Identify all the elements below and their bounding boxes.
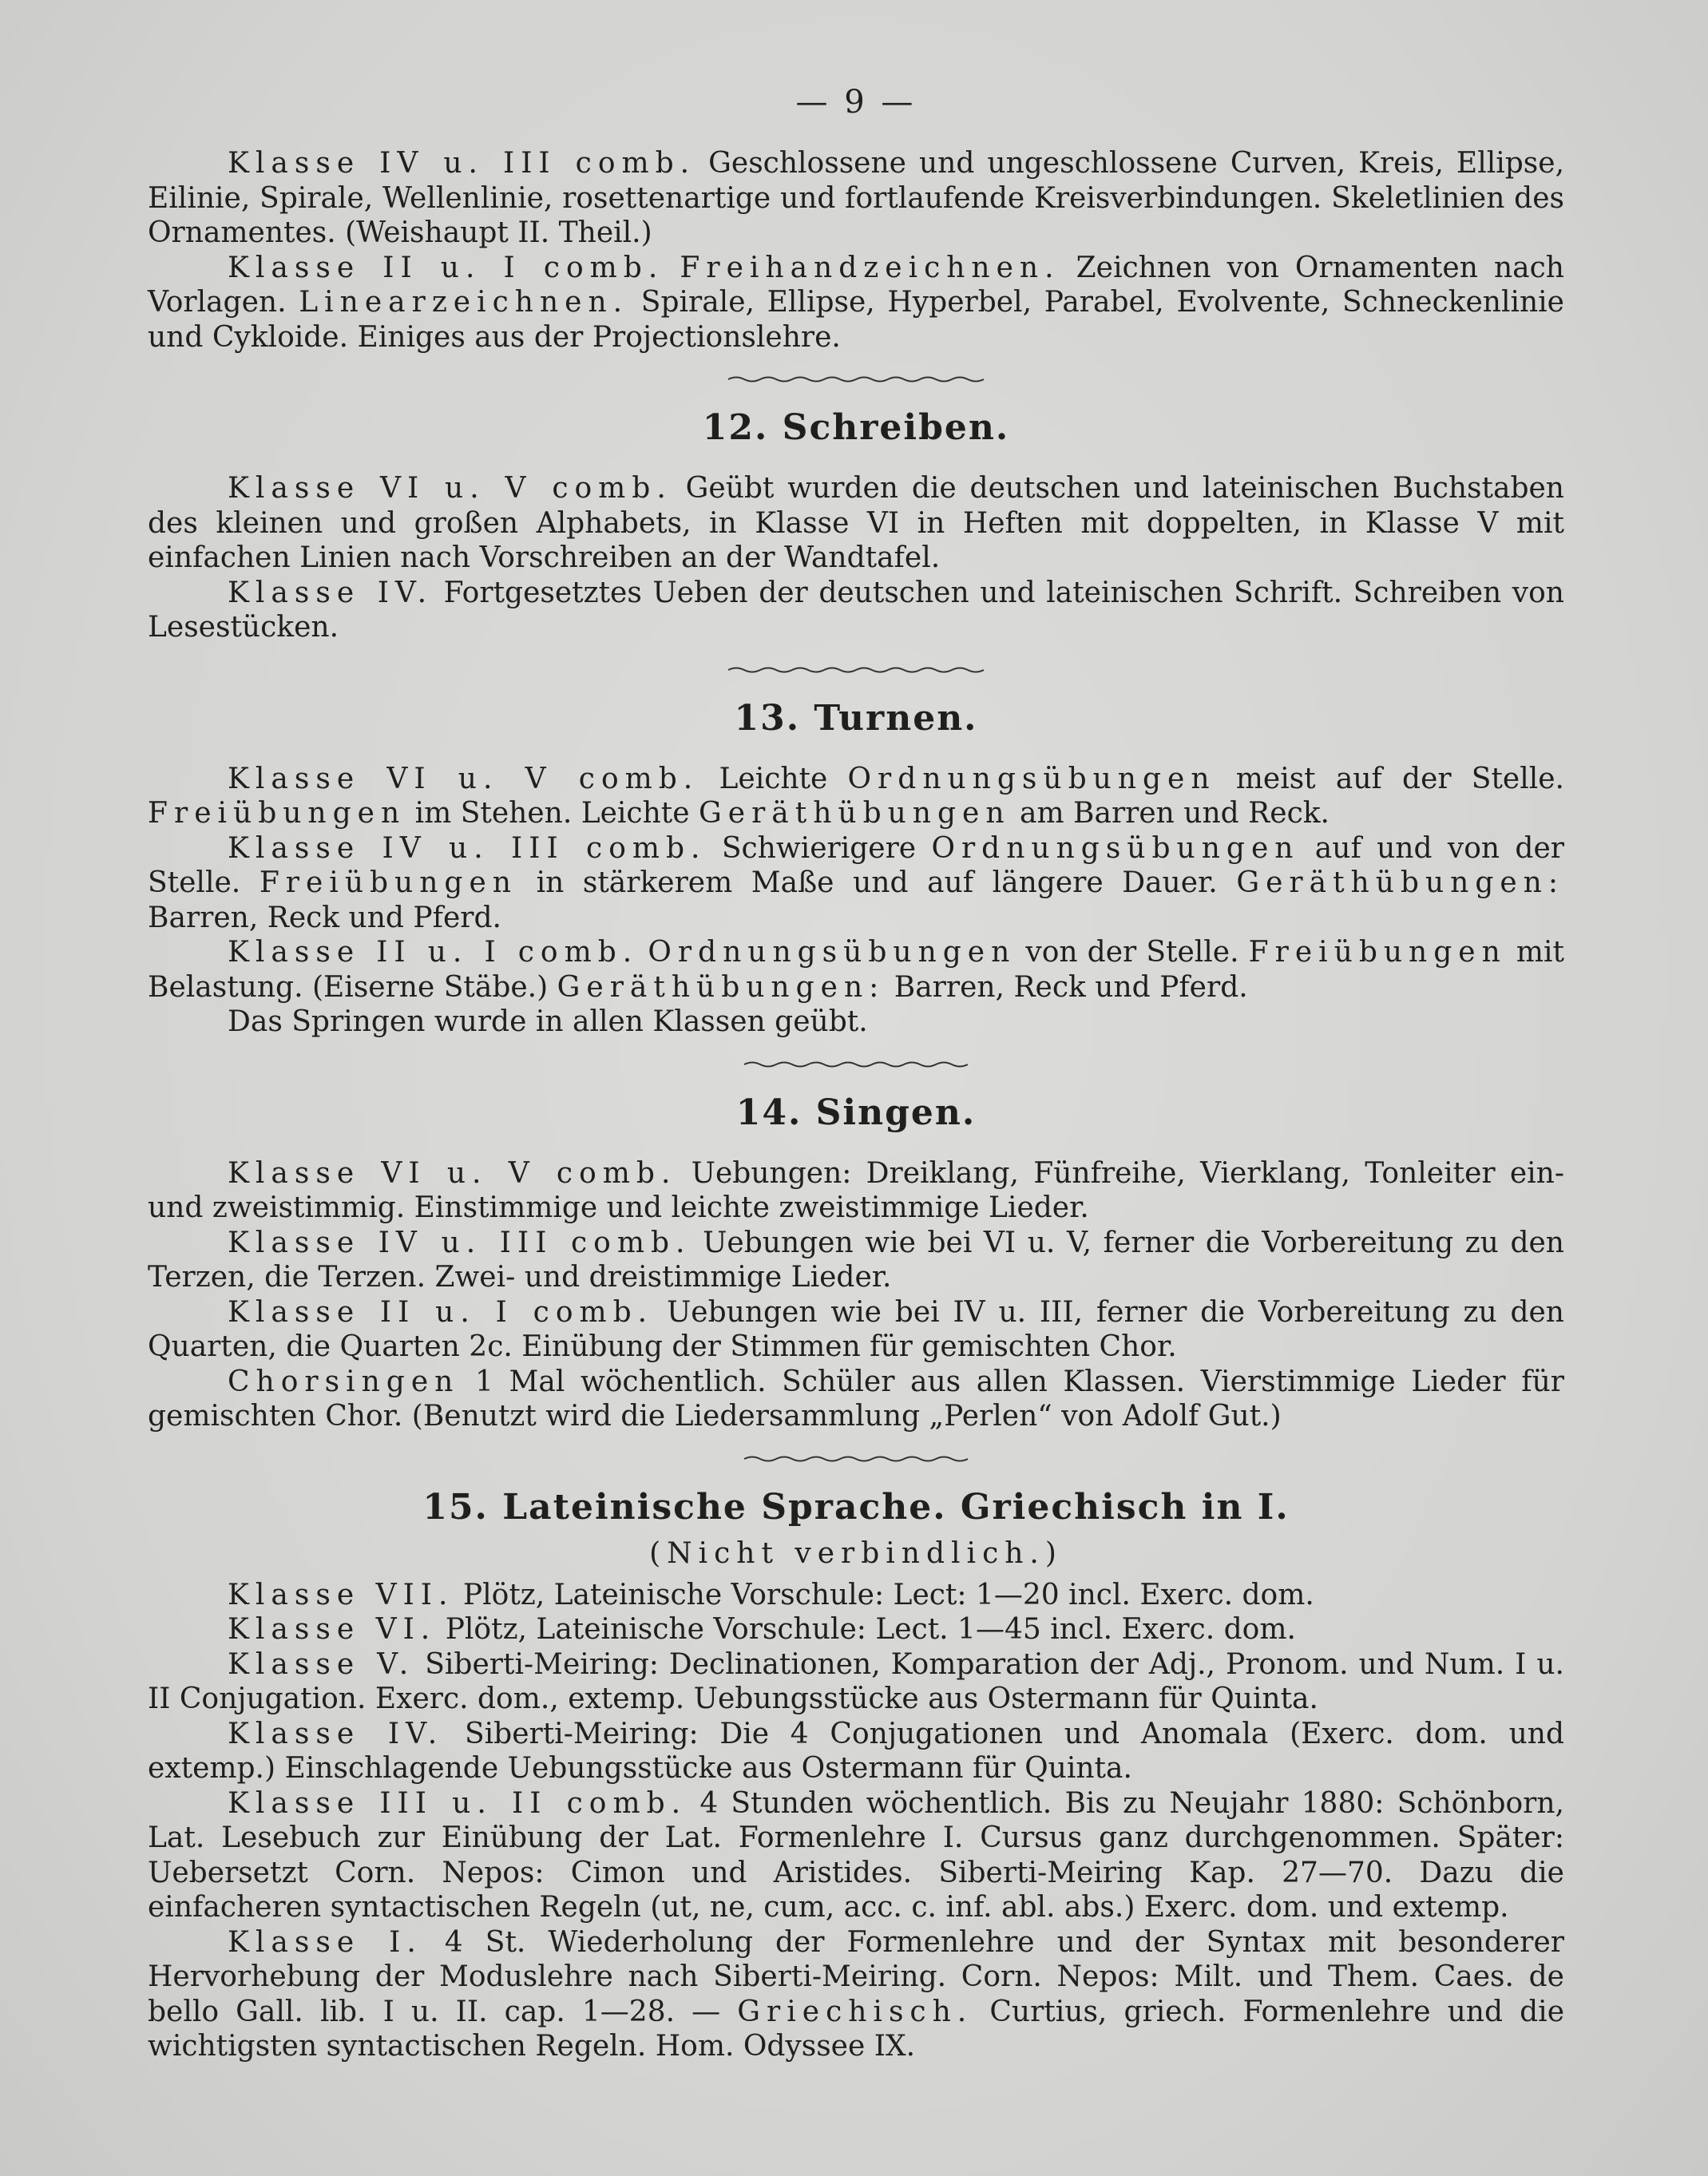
singen-paragraph-3 [148, 1295, 1564, 1365]
class-label: Klasse IV. [228, 1717, 444, 1750]
paragraph-text: Uebungen wie bei VI u. V, ferner die Vorbereitung zu den Terzen, die Terzen. Zwei- und dreistimmige Lieder. [148, 1226, 1564, 1294]
paragraph-text: Uebungen wie bei IV u. III, ferner die Vorbereitung zu den Quarten, die Quarten 2c. Einübung der Stimmen für gemischten Chor. [148, 1295, 1564, 1363]
paragraph-text: meist auf der Stelle. [1235, 762, 1565, 795]
paragraph-text: mit Belastung. (Eiserne Stäbe.) [148, 936, 1564, 1004]
paragraph-text: Fortgesetztes Ueben der deutschen und lateinischen Schrift. Schreiben von Lesestücken. [148, 576, 1564, 644]
page-number: — 9 — [795, 84, 917, 121]
singen-paragraph-4 [148, 1365, 1564, 1434]
section-title-turnen: 13. Turnen. [734, 697, 978, 739]
latein-paragraph-2 [148, 1612, 1564, 1647]
class-label: Klasse IV u. III comb. [228, 147, 696, 180]
paragraph-text: Schwierigere [721, 831, 917, 865]
paragraph-text: Plötz, Lateinische Vorschule: Lect. 1—45 incl. Exerc. dom. [445, 1613, 1296, 1646]
paragraph-text: Barren, Reck und Pferd. [148, 901, 501, 934]
paragraph-text: Geübt wurden die deutschen und lateinischen Buchstaben des kleinen und großen Alphabets, in Klasse VI in Heften mit doppelten, in Klasse V mit einfachen Linien nach Vorschreiben an der Wandtafel. [148, 472, 1564, 574]
schreiben-paragraph-1 [148, 471, 1564, 576]
section-title-schreiben: 12. Schreiben. [702, 407, 1010, 448]
class-label: Klasse VI u. V comb. [228, 472, 672, 505]
class-label: Klasse I. [228, 1925, 422, 1959]
latein-paragraph-4 [148, 1717, 1564, 1786]
paragraph-text: Siberti-Meiring: Die 4 Conjugationen und Anomala (Exerc. dom. und extemp.) Einschlagende Uebungsstücke aus Ostermann für Quinta. [148, 1717, 1564, 1785]
section-title-singen: 14. Singen. [735, 1092, 977, 1133]
paragraph-text: 4 St. Wiederholung der Formenlehre und der Syntax mit besonderer Hervorhebung der Moduslehre nach Siberti-Meiring. Corn. Nepos: Milt. und Them. Caes. de bello Gall. lib. I u. II. cap. 1—28. — [148, 1925, 1564, 2028]
emphasis-text: Ordnungsübungen [847, 762, 1216, 795]
paragraph-text: auf und von der Stelle. [148, 831, 1564, 899]
paragraph-text: Geschlossene und ungeschlossene Curven, Kreis, Ellipse, Eilinie, Spirale, Wellenlinie, rosettenartige und fortlaufende Kreisverbindungen. Skeletlinien des Ornamentes. (Weishaupt II. Theil.) [148, 147, 1565, 249]
class-label: Klasse IV. [228, 576, 434, 609]
paragraph-text: Leichte [719, 762, 828, 795]
emphasis-text: Linearzeichnen. [299, 286, 629, 319]
class-label: Klasse II u. I comb. [228, 936, 639, 969]
latein-paragraph-1 [148, 1578, 1564, 1613]
turnen-paragraph-4 [148, 1005, 1564, 1040]
singen-paragraph-1 [148, 1156, 1564, 1226]
emphasis-text: Ordnungsübungen [931, 831, 1300, 865]
section-divider [148, 664, 1564, 676]
class-label: Klasse VI u. V comb. [228, 762, 699, 795]
emphasis-text: Geräthübungen: [1236, 866, 1564, 899]
paragraph-text: von der Stelle. [1025, 936, 1239, 969]
paragraph-text: 1 Mal wöchentlich. Schüler aus allen Klassen. Vierstimmige Lieder für gemischten Chor. (Benutzt wird die Liedersammlung „Perlen“ von Adolf Gut.) [148, 1365, 1564, 1433]
paragraph-text: Plötz, Lateinische Vorschule: Lect: 1—20 incl. Exerc. dom. [462, 1578, 1314, 1611]
latein-paragraph-6 [148, 1925, 1564, 2064]
emphasis-text: Freiübungen [148, 797, 406, 830]
wavy-rule-icon [728, 664, 984, 676]
class-label: Klasse V. [228, 1647, 415, 1681]
class-label: Klasse IV u. III comb. [228, 831, 707, 865]
paragraph-text: 4 Stunden wöchentlich. Bis zu Neujahr 1880: Schönborn, Lat. Lesebuch zur Einübung der Lat. Formenlehre I. Cursus ganz durchgenommen. Später: Uebersetzt Corn. Nepos: Cimon und Aristides. Siberti-Meiring Kap. 27—70. Dazu die einfacheren syntactischen Regeln (ut, ne, cum, acc. c. inf. abl. abs.) Exerc. dom. und extemp. [148, 1786, 1565, 1924]
paragraph-text: in stärkerem Maße und auf längere Dauer. [536, 866, 1218, 899]
section-subtitle: (Nicht verbindlich.) [649, 1536, 1063, 1570]
section-divider [148, 374, 1564, 385]
class-label: Klasse VII. [228, 1578, 454, 1611]
paragraph-text: Barren, Reck und Pferd. [894, 970, 1248, 1004]
wavy-rule-icon [744, 1059, 968, 1070]
turnen-paragraph-1 [148, 762, 1564, 831]
drawing-paragraph-2 [148, 251, 1564, 355]
emphasis-text: Geräthübungen [699, 797, 1011, 830]
class-label: Klasse IV u. III comb. [228, 1226, 692, 1259]
paragraph-text: Siberti-Meiring: Declinationen, Komparation der Adj., Pronom. und Num. I u. II Conjugation. Exerc. dom., extemp. Uebungsstücke aus Ostermann für Quinta. [148, 1647, 1564, 1715]
latein-paragraph-3 [148, 1647, 1564, 1717]
latein-paragraph-5 [148, 1786, 1564, 1925]
class-label: Klasse VI. [228, 1613, 437, 1646]
class-label: Klasse VI u. V comb. [228, 1156, 677, 1190]
emphasis-text: Geräthübungen: [557, 970, 886, 1004]
emphasis-text: Griechisch. [737, 1995, 973, 2028]
turnen-paragraph-3 [148, 935, 1564, 1005]
emphasis-text: Freiübungen [1248, 936, 1507, 969]
wavy-rule-icon [728, 374, 984, 385]
section-title-latein: 15. Lateinische Sprache. Griechisch in I. [422, 1486, 1290, 1528]
drawing-paragraph-1 [148, 146, 1564, 251]
paragraph-text: Curtius, griech. Formenlehre und die wichtigsten syntactischen Regeln. Hom. Odyssee IX. [148, 1995, 1564, 2063]
singen-paragraph-2 [148, 1226, 1564, 1295]
section-divider [148, 1059, 1564, 1070]
turnen-paragraph-2 [148, 831, 1564, 936]
wavy-rule-icon [744, 1453, 968, 1465]
class-label: Chorsingen [228, 1365, 460, 1398]
paragraph-text: im Stehen. Leichte [414, 797, 690, 830]
emphasis-text: Freihandzeichnen. [680, 251, 1060, 284]
class-label: Klasse II u. I comb. [228, 251, 664, 284]
class-label: Klasse III u. II comb. [228, 1786, 688, 1820]
paragraph-text: am Barren und Reck. [1019, 797, 1330, 830]
class-label: Klasse II u. I comb. [228, 1295, 654, 1329]
paragraph-text: Spirale, Ellipse, Hyperbel, Parabel, Evolvente, Schneckenlinie und Cykloide. Einiges aus der Projectionslehre. [148, 286, 1564, 354]
paragraph-text: Uebungen: Dreiklang, Fünfreihe, Vierklang, Tonleiter ein- und zweistimmig. Einstimmige und leichte zweistimmige Lieder. [148, 1156, 1564, 1224]
paragraph-text: Zeichnen von Ornamenten nach Vorlagen. [148, 251, 1564, 319]
emphasis-text: Ordnungsübungen [648, 936, 1016, 969]
schreiben-paragraph-2 [148, 576, 1564, 645]
emphasis-text: Freiübungen [259, 866, 517, 899]
paragraph-text: Das Springen wurde in allen Klassen geübt. [228, 1005, 868, 1038]
section-divider [148, 1453, 1564, 1465]
